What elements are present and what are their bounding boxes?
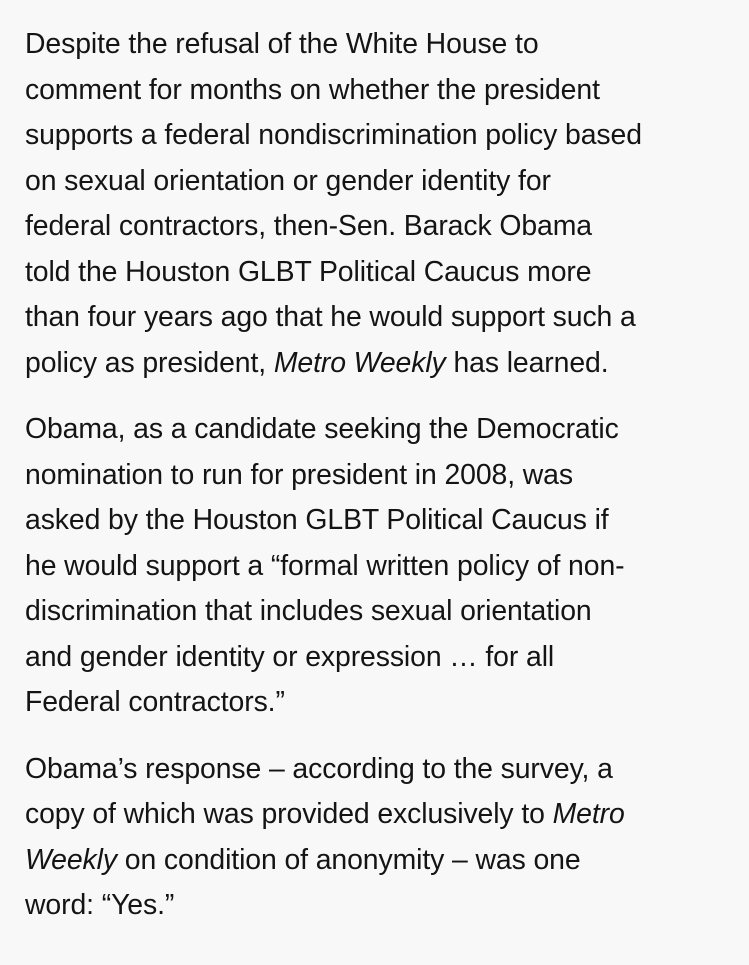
text-line: asked by the Houston GLBT Political Caucus if xyxy=(25,504,609,536)
article-body xyxy=(25,22,737,950)
text-run: has learned. xyxy=(445,346,609,379)
text-line: Despite the refusal of the White House to xyxy=(25,28,539,60)
text-line: on sexual orientation or gender identity for xyxy=(25,164,551,197)
text-line: and gender identity or expression … for all xyxy=(25,640,555,673)
text-line: Obama, as a candidate seeking the Democratic xyxy=(25,413,619,445)
text-line: he would support a “formal written policy of non- xyxy=(25,549,625,582)
text-line xyxy=(25,838,737,884)
text-line: federal contractors, then-Sen. Barack Obama xyxy=(25,210,592,242)
publication-name: Metro xyxy=(552,798,625,830)
text-line: supports a federal nondiscrimination policy based xyxy=(25,119,642,151)
text-line: word: “Yes.” xyxy=(25,889,175,921)
text-line xyxy=(25,341,737,387)
text-run: copy of which was provided exclusively to xyxy=(25,798,553,830)
text-line: nomination to run for president in 2008, was xyxy=(25,458,573,491)
text-line: than four years ago that he would support such a xyxy=(25,301,636,333)
text-run: on condition of anonymity – was one xyxy=(116,843,581,876)
text-line: told the Houston GLBT Political Caucus more xyxy=(25,255,592,288)
text-line: Federal contractors.” xyxy=(25,686,285,718)
text-line xyxy=(25,792,737,838)
text-run: policy as president, xyxy=(25,346,274,379)
publication-name: Metro Weekly xyxy=(273,346,446,379)
publication-name: Weekly xyxy=(25,843,117,876)
text-line: comment for months on whether the president xyxy=(25,73,600,106)
paragraph-3 xyxy=(25,747,737,929)
paragraph-1 xyxy=(25,22,737,386)
text-line: Obama’s response – according to the survey, a xyxy=(25,752,613,785)
text-line: discrimination that includes sexual orientation xyxy=(25,595,592,627)
paragraph-2 xyxy=(25,407,737,726)
